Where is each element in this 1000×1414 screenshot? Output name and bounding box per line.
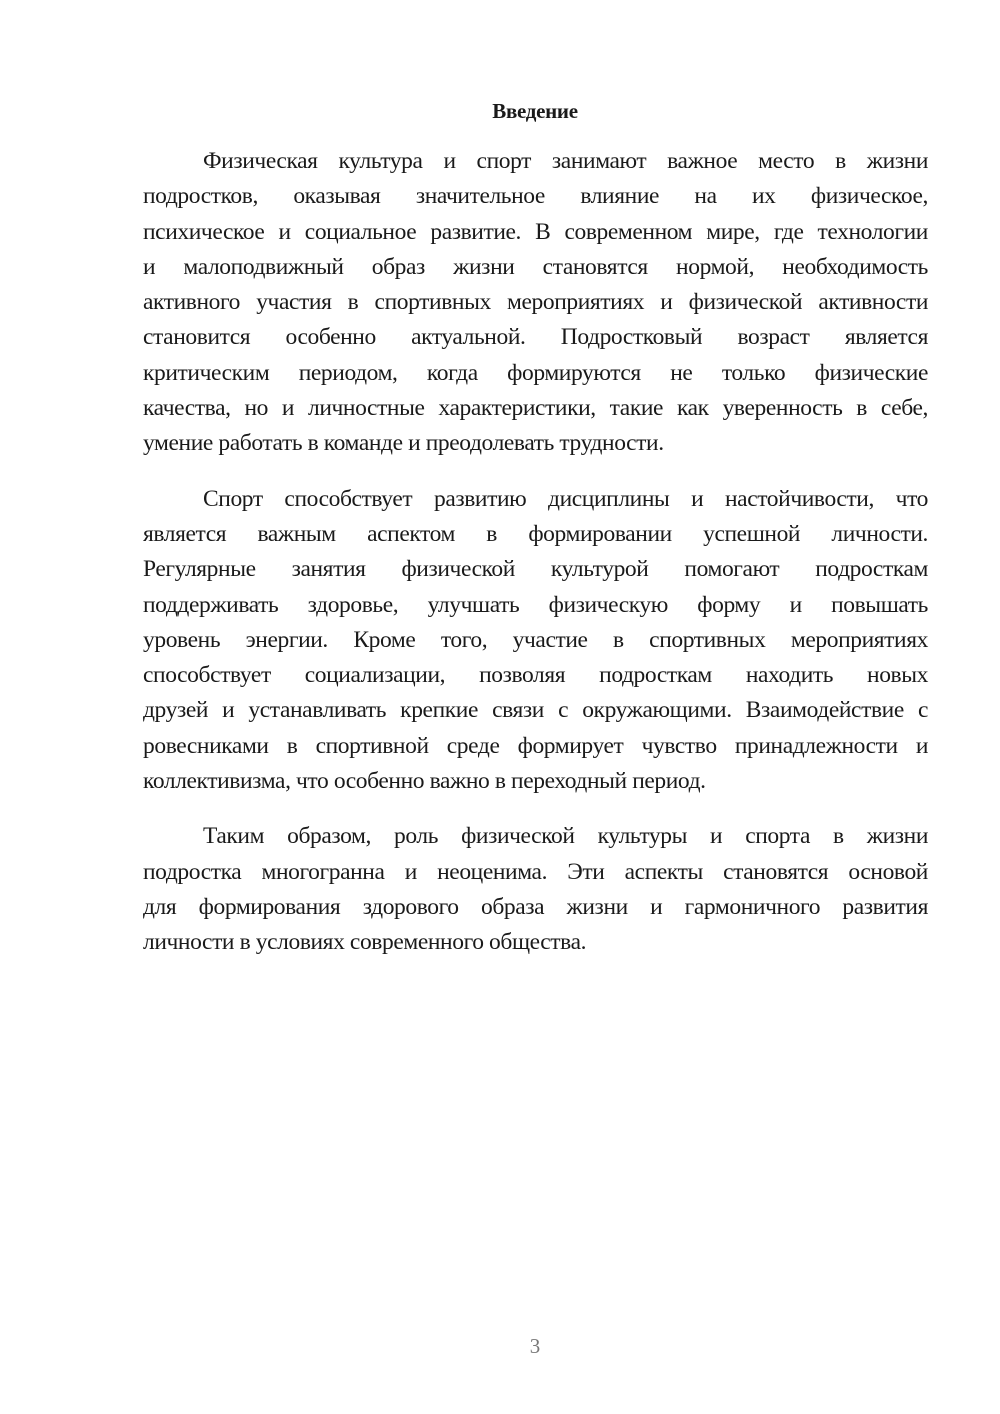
body-text [143,144,928,981]
text-line: подростка многогранна и неоценима. Эти аспекты становятся основой [143,858,928,885]
text-line: критическим периодом, когда формируются не только физические [143,359,928,386]
text-line: Физическая культура и спорт занимают важное место в жизни [203,148,928,174]
text-line: Спорт способствует развитию дисциплины и настойчивости, что [203,485,928,512]
text-line: Регулярные занятия физической культурой помогают подросткам [143,556,928,583]
text-line: качества, но и личностные характеристики, такие как уверенность в себе, [143,395,928,422]
text-line: подростков, оказывая значительное влияние на их физическое, [143,183,928,210]
text-line: уровень энергии. Кроме того, участие в спортивных мероприятиях [143,626,928,653]
paragraph-3 [143,819,928,960]
text-line: активного участия в спортивных мероприятиях и физической активности [143,289,928,316]
text-line: является важным аспектом в формировании успешной личности. [143,520,928,547]
text-line: для формирования здорового образа жизни и гармоничного развития [143,893,928,920]
paragraph-2 [143,482,928,800]
text-line: психическое и социальное развитие. В современном мире, где технологии [143,218,928,245]
text-line: коллективизма, что особенно важно в переходный период. [143,768,706,795]
text-line: способствует социализации, позволяя подросткам находить новых [143,662,928,689]
page-number: 3 [529,1334,541,1358]
text-line: личности в условиях современного общества. [143,929,587,956]
text-line: ровесниками в спортивной среде формирует чувство принадлежности и [143,732,928,759]
text-line: друзей и устанавливать крепкие связи с окружающими. Взаимодействие с [143,697,928,724]
paragraph-1 [143,144,928,462]
text-line: Таким образом, роль физической культуры и спорта в жизни [203,823,928,850]
text-line: становится особенно актуальной. Подростковый возраст является [143,324,928,351]
section-title: Введение [492,99,578,123]
text-line: умение работать в команде и преодолевать трудности. [143,430,664,457]
text-line: поддерживать здоровье, улучшать физическую форму и повышать [143,591,928,618]
text-line: и малоподвижный образ жизни становятся нормой, необходимость [143,253,928,280]
